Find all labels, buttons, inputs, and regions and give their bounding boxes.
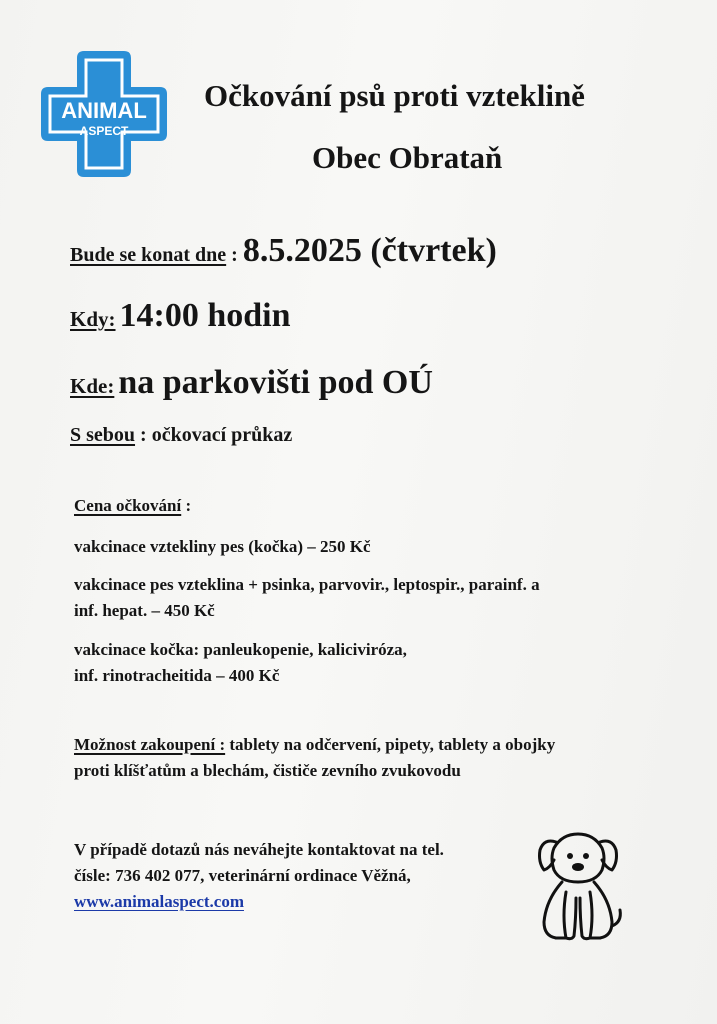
event-date-separator: :	[226, 244, 243, 266]
animal-aspect-logo	[38, 48, 170, 180]
price-item-dog-combo-line1: vakcinace pes vzteklina + psinka, parvovir., leptospir., parainf. a	[74, 575, 540, 594]
price-item-rabies: vakcinace vztekliny pes (kočka) – 250 Kč	[74, 537, 371, 556]
event-date-label: Bude se konat dne	[70, 244, 227, 266]
contact-section	[74, 837, 444, 915]
purchase-section	[74, 732, 555, 784]
bring-value: očkovací průkaz	[151, 424, 293, 446]
contact-line2: čísle: 736 402 077, veterinární ordinace Věžná,	[74, 866, 411, 885]
website-link[interactable]: www.animalaspect.com	[74, 892, 244, 911]
price-heading	[74, 493, 191, 519]
bring-row	[70, 424, 292, 447]
bring-label: S sebou	[70, 424, 136, 446]
purchase-label: Možnost zakoupení :	[74, 735, 226, 754]
event-date-value: 8.5.2025 (čtvrtek)	[242, 232, 497, 269]
price-item-cat-line2: inf. rinotracheitida – 400 Kč	[74, 666, 280, 685]
event-time-value: 14:00 hodin	[119, 297, 291, 334]
event-place-row	[70, 364, 433, 402]
price-heading-label: Cena očkování	[74, 496, 182, 515]
event-date-row	[70, 232, 497, 270]
purchase-line1: tablety na odčervení, pipety, tablety a obojky	[225, 735, 556, 754]
event-place-label: Kde:	[70, 374, 115, 398]
price-item-cat	[74, 637, 407, 689]
event-place-value: na parkovišti pod OÚ	[118, 364, 433, 401]
price-item-dog-combo	[74, 572, 540, 624]
contact-line1: V případě dotazů nás neváhejte kontaktovat na tel.	[74, 840, 444, 859]
dog-icon	[532, 826, 624, 944]
event-time-label: Kdy:	[70, 307, 116, 331]
price-item-cat-line1: vakcinace kočka: panleukopenie, kaliciviróza,	[74, 640, 407, 659]
poster-title: Očkování psů proti vzteklině	[204, 78, 585, 113]
purchase-line2: proti klíšťatům a blechám, čističe zevního zvukovodu	[74, 761, 461, 780]
event-time-row	[70, 297, 291, 335]
price-item-dog-combo-line2: inf. hepat. – 450 Kč	[74, 601, 215, 620]
bring-separator: :	[135, 424, 152, 446]
price-heading-separator: :	[181, 496, 192, 515]
poster-subtitle: Obec Obrataň	[312, 140, 503, 175]
logo-text-animal: ANIMAL	[61, 98, 147, 123]
logo-text-aspect: ASPECT	[79, 124, 129, 138]
